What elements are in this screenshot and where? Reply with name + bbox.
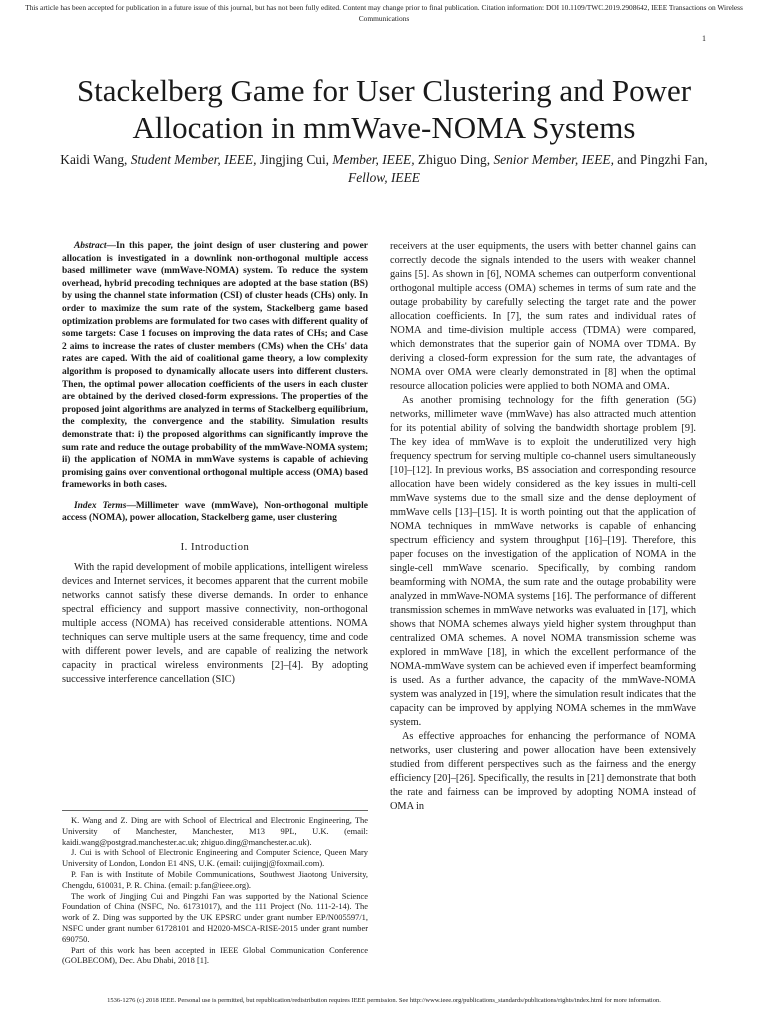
footnote: The work of Jingjing Cui and Pingzhi Fan was supported by the National Science Foundation of China (NSFC, No. 61731017), and the 111 Project (No. 111-2-14). The work of Z. Ding was supported by the UK EPSRC under grant number EP/N005597/1, NSFC under grant number 61728101 and H2020-MSCA-RISE-2015 under grant number 690750. bbox=[62, 890, 368, 944]
author-name: Zhiguo Ding, bbox=[417, 152, 491, 167]
footnote: Part of this work has been accepted in IEEE Global Communication Conference (GOLBECOM), Dec. Abu Dhabi, 2018 [1]. bbox=[62, 944, 368, 966]
footnote: P. Fan is with Institute of Mobile Communications, Southwest Jiaotong University, Chengdu, 610031, P. R. China. (email: p.fan@ieee.org). bbox=[62, 868, 368, 890]
footnotes bbox=[62, 810, 368, 966]
page-number: 1 bbox=[702, 34, 706, 43]
footnote: J. Cui is with School of Electronic Engineering and Computer Science, Queen Mary University of London, London E1 4NS, U.K. (email: cuijingj@foxmail.com). bbox=[62, 847, 368, 869]
author-name: Jingjing Cui, bbox=[259, 152, 330, 167]
accepted-article-notice: This article has been accepted for publication in a future issue of this journal, but has not been fully edited. Content may change prior to final publication. Citation information: DOI 10.1109/TWC.2019.2908642, IEEE Transactions on Wireless Communications bbox=[25, 3, 743, 23]
author-name: Kaidi Wang, bbox=[60, 152, 128, 167]
copyright-footer: 1536-1276 (c) 2018 IEEE. Personal use is permitted, but republication/redistribution requires IEEE permission. See http://www.ieee.org/publications_standards/publications/rights/index.html for more information. bbox=[107, 997, 661, 1004]
intro-paragraph: With the rapid development of mobile applications, intelligent wireless devices and Internet services, it becomes apparent that the current mobile networks cannot satisfy these diverse demands. In order to enhance spectral efficiency and support massive connectivity, non-orthogonal multiple access (NOMA) has received considerable attentions. NOMA techniques can serve multiple users at the same frequency, time and code with different power levels, and are capable of realizing the network capacity in practical wireless environments [2]–[4]. By adopting successive interference cancellation (SIC) bbox=[62, 562, 368, 686]
author-affiliation-role: Fellow, IEEE bbox=[348, 170, 420, 185]
author-name: and Pingzhi Fan, bbox=[617, 152, 708, 167]
body-paragraph: As effective approaches for enhancing the performance of NOMA networks, user clustering and power allocation have been extensively studied from different perspectives such as the fairness and the energy efficiency [20]–[26]. Specifically, the results in [21] demonstrate that both the rate and fairness can be improved by adopting NOMA instead of OMA in bbox=[390, 731, 696, 812]
index-terms-label: Index Terms bbox=[74, 500, 127, 511]
left-column bbox=[62, 240, 368, 687]
paper-title: Stackelberg Game for User Clustering and Power Allocation in mmWave-NOMA Systems bbox=[76, 73, 692, 145]
index-terms bbox=[62, 500, 368, 525]
abstract-label: Abstract bbox=[74, 241, 107, 251]
author-affiliation-role: Senior Member, IEEE, bbox=[493, 152, 614, 167]
right-column bbox=[390, 240, 696, 814]
body-paragraph: receivers at the user equipments, the users with better channel gains can correctly decode the signals intended to the users with weaker channel gains [5]. As shown in [6], NOMA schemes can outperform conventional orthogonal multiple access (OMA) schemes in terms of sum rate and the outage probability by carefully selecting the target rate and the power allocation coefficients. In [7], the sum rates and individual rates of NOMA and time-division multiple access (TDMA) were compared, which demonstrates that the superior gain of NOMA over TDMA. By deriving a closed-form expression for the sum rate, the advantages of NOMA over OMA were clearly demonstrated in [8] when the optimal resource allocation policies were applied to both NOMA and OMA. bbox=[390, 241, 696, 392]
section-heading-introduction: I. Introduction bbox=[180, 542, 250, 554]
index-terms-text: —Millimeter wave (mmWave), Non-orthogonal multiple access (NOMA), power allocation, Stackelberg game, user clustering bbox=[62, 500, 368, 524]
body-paragraph: As another promising technology for the fifth generation (5G) networks, millimeter wave (mmWave) has also attracted much attention for its potential ability of solving the bandwidth shortage problem [9]. The key idea of mmWave is to exploit the underutilized very high frequency spectrum for serving multiple co-channel users simultaneously [10]–[12]. In previous works, BS association and corresponding resource allocation have been widely considered as the key issues in multi-cell mmWave systems due to the small size and the dense deployment of mmWave cells [13]–[15]. It is worth pointing out that the application of NOMA techniques in mmWave networks is capable of enhancing spectrum efficiency and system throughput [16]–[19]. Therefore, this paper focuses on the investigation of the application of NOMA in the single-cell mmWave scenario. Specifically, by combing random beamforming with NOMA, the sum rate and the outage probability were analyzed in mmWave-NOMA systems [16]. The performance of different transmission schemes in mmWave networks was evaluated in [17], which shows that NOMA schemes always yield higher system throughput than centralized OMA schemes. A novel NOMA transmission scheme was explored in mmWave [18], in which the excellent performance of the NOMA-mmWave system can be achieved even if imperfect beamforming is used. As a further advance, the capacity of the mmWave-NOMA system was analyzed in [19], where the simulation result indicates that the capacity can be improved by applying NOMA schemes in the mmWave system. bbox=[390, 395, 696, 728]
author-affiliation-role: Student Member, IEEE, bbox=[130, 152, 257, 167]
abstract-text: —In this paper, the joint design of user clustering and power allocation is investigated in a downlink non-orthogonal multiple access based millimeter wave (mmWave-NOMA) system. To reduce the system overhead, hybrid precoding techniques are adopted at the base station (BS) by using the channel state information (CSI) of cluster heads (CHs) only. In order to maximize the sum rate of the system, Stackelberg game based optimization problems are formulated for two cases with different quality of some targets: Case 1 focuses on improving the data rates of CHs; and Case 2 aims to increase the rates of cluster members (CMs) when the CHs' data rates are caped. With the aid of coalitional game theory, a low complexity algorithm is proposed to dynamically allocate users into different clusters. Then, the optimal power allocation coefficients of the users in each cluster are obtained by the derived closed-form expressions. The properties of the proposed joint algorithms are analyzed in terms of Stackelberg equilibrium, the complexity, the convergence and the stability. Simulation results demonstrate that: i) the proposed algorithms can significantly improve the sum rate and reduce the outage probability of the mmWave-NOMA system; ii) the application of NOMA in mmWave systems is capable of achieving promising gains over conventional orthogonal multiple access (OMA) based frameworks in both cases. bbox=[62, 241, 368, 491]
author-affiliation-role: Member, IEEE, bbox=[332, 152, 415, 167]
abstract bbox=[62, 240, 368, 492]
footnote: K. Wang and Z. Ding are with School of Electrical and Electronic Engineering, The University of Manchester, Manchester, M13 9PL, U.K. (email: kaidi.wang@postgrad.manchester.ac.uk; zhiguo.ding@manchester.ac.uk). bbox=[62, 815, 368, 847]
author-list bbox=[60, 151, 708, 187]
